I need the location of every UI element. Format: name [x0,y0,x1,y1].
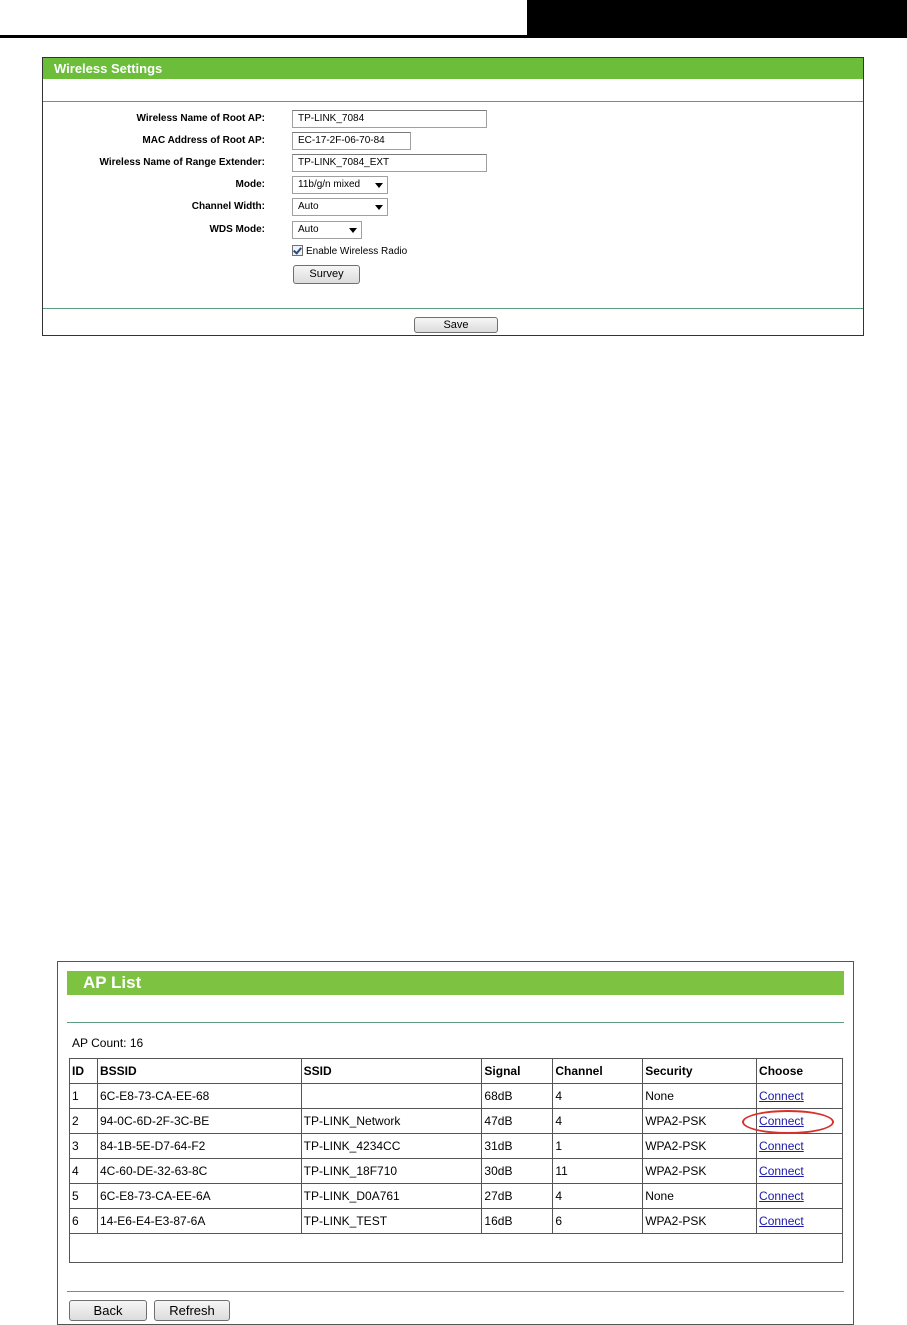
extender-name-input[interactable]: TP-LINK_7084_EXT [292,154,487,172]
cell-choose [757,1134,843,1159]
channel-width-row [43,197,863,217]
cell-security: None [643,1084,757,1109]
cell-ssid: TP-LINK_D0A761 [301,1184,482,1209]
table-row [70,1159,843,1184]
cell-signal: 47dB [482,1109,553,1134]
refresh-button[interactable]: Refresh [154,1300,230,1321]
enable-radio-label: Enable Wireless Radio [306,246,408,257]
chevron-down-icon [375,183,383,188]
cell-channel: 1 [553,1134,643,1159]
ap-count: AP Count: 16 [72,1036,144,1050]
mode-select[interactable] [292,176,388,194]
cell-ssid: TP-LINK_4234CC [301,1134,482,1159]
cell-signal: 68dB [482,1084,553,1109]
cell-channel: 11 [553,1159,643,1184]
connect-link[interactable]: Connect [759,1164,804,1178]
wireless-settings-panel [42,57,864,336]
separator-line [43,101,863,102]
cell-security: WPA2-PSK [643,1209,757,1234]
column-header-channel: Channel [553,1059,643,1084]
enable-radio-checkbox[interactable] [292,245,303,256]
column-header-security: Security [643,1059,757,1084]
separator-line [67,1291,844,1292]
cell-channel: 6 [553,1209,643,1234]
cell-channel: 4 [553,1109,643,1134]
table-row [70,1109,843,1134]
chevron-down-icon [375,205,383,210]
mode-label: Mode: [235,179,265,190]
cell-signal: 16dB [482,1209,553,1234]
extender-name-row [43,153,863,173]
connect-link[interactable]: Connect [759,1189,804,1203]
channel-width-select-value: Auto [298,201,319,212]
enable-radio-row [292,244,407,260]
table-header-row [70,1059,843,1084]
cell-id: 6 [70,1209,98,1234]
table-row [70,1084,843,1109]
cell-choose [757,1084,843,1109]
cell-ssid: TP-LINK_18F710 [301,1159,482,1184]
ap-list-panel [57,961,854,1325]
wds-mode-select[interactable] [292,221,362,239]
root-ap-name-label: Wireless Name of Root AP: [136,113,265,124]
cell-choose [757,1209,843,1234]
document-header-block [527,0,907,37]
chevron-down-icon [349,228,357,233]
table-row-empty [70,1234,843,1263]
back-button[interactable]: Back [69,1300,147,1321]
table-row [70,1209,843,1234]
cell-channel: 4 [553,1184,643,1209]
wds-mode-row [43,220,863,240]
cell-bssid: 14-E6-E4-E3-87-6A [97,1209,301,1234]
cell-security: WPA2-PSK [643,1159,757,1184]
column-header-choose: Choose [757,1059,843,1084]
checkmark-icon [293,245,302,254]
empty-cell [70,1234,843,1263]
cell-bssid: 94-0C-6D-2F-3C-BE [97,1109,301,1134]
column-header-bssid: BSSID [97,1059,301,1084]
mode-row [43,175,863,195]
extender-name-label: Wireless Name of Range Extender: [99,157,265,168]
table-row [70,1184,843,1209]
separator-line [67,1022,844,1023]
root-ap-mac-label: MAC Address of Root AP: [142,135,265,146]
cell-id: 3 [70,1134,98,1159]
cell-signal: 31dB [482,1134,553,1159]
cell-ssid: TP-LINK_Network [301,1109,482,1134]
cell-id: 4 [70,1159,98,1184]
wireless-settings-title: Wireless Settings [43,58,863,79]
column-header-ssid: SSID [301,1059,482,1084]
root-ap-mac-row [43,131,863,151]
cell-security: WPA2-PSK [643,1109,757,1134]
separator-line [43,308,863,309]
cell-signal: 27dB [482,1184,553,1209]
cell-channel: 4 [553,1084,643,1109]
connect-link[interactable]: Connect [759,1214,804,1228]
wds-mode-label: WDS Mode: [209,224,265,235]
channel-width-label: Channel Width: [191,201,265,212]
connect-link[interactable]: Connect [759,1114,804,1128]
mode-select-value: 11b/g/n mixed [298,179,361,190]
cell-choose [757,1184,843,1209]
root-ap-mac-input[interactable]: EC-17-2F-06-70-84 [292,132,411,150]
cell-signal: 30dB [482,1159,553,1184]
cell-ssid [301,1084,482,1109]
root-ap-name-input[interactable]: TP-LINK_7084 [292,110,487,128]
table-row [70,1134,843,1159]
connect-link[interactable]: Connect [759,1089,804,1103]
column-header-signal: Signal [482,1059,553,1084]
cell-bssid: 6C-E8-73-CA-EE-68 [97,1084,301,1109]
cell-ssid: TP-LINK_TEST [301,1209,482,1234]
channel-width-select[interactable] [292,198,388,216]
highlight-annotation [742,1110,834,1134]
ap-table [69,1058,843,1263]
cell-security: None [643,1184,757,1209]
save-button[interactable]: Save [414,317,498,333]
column-header-id: ID [70,1059,98,1084]
document-header-rule [0,35,907,38]
survey-button[interactable]: Survey [293,265,360,284]
wds-mode-select-value: Auto [298,224,319,235]
connect-link[interactable]: Connect [759,1139,804,1153]
cell-choose [757,1159,843,1184]
cell-security: WPA2-PSK [643,1134,757,1159]
cell-id: 1 [70,1084,98,1109]
cell-bssid: 4C-60-DE-32-63-8C [97,1159,301,1184]
cell-id: 2 [70,1109,98,1134]
cell-bssid: 6C-E8-73-CA-EE-6A [97,1184,301,1209]
cell-id: 5 [70,1184,98,1209]
cell-bssid: 84-1B-5E-D7-64-F2 [97,1134,301,1159]
root-ap-name-row [43,109,863,129]
ap-list-title: AP List [67,971,844,995]
